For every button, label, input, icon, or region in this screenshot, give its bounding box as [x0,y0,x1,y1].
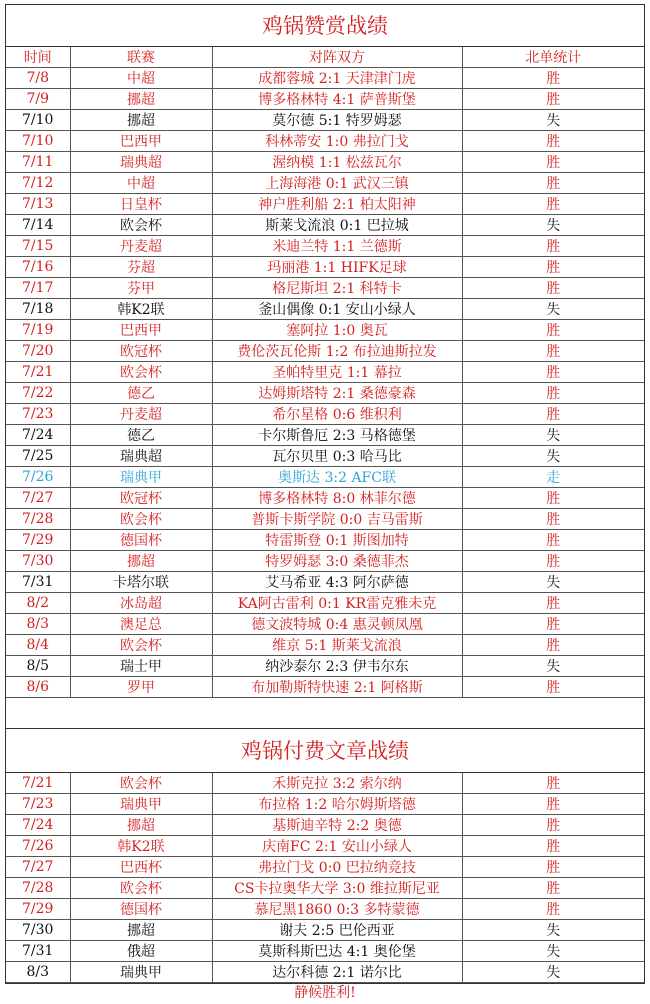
cell-date: 7/10 [6,110,70,131]
table-row [6,488,644,509]
cell-result: 胜 [462,677,644,698]
cell-result: 胜 [462,173,644,194]
table-row [6,572,644,593]
section2-title: 鸡锅付费文章战绩 [6,729,644,773]
cell-league: 巴西甲 [70,320,212,341]
cell-date: 7/22 [6,383,70,404]
cell-match: 莫尔德 5:1 特罗姆瑟 [212,110,462,131]
cell-date: 7/29 [6,899,70,920]
table-row [6,593,644,614]
table-row [6,299,644,320]
table-row [6,173,644,194]
cell-league: 中超 [70,68,212,89]
cell-result: 失 [462,941,644,962]
cell-date: 7/24 [6,425,70,446]
table-row [6,278,644,299]
cell-match: 成都蓉城 2:1 天津津门虎 [212,68,462,89]
cell-result: 胜 [462,194,644,215]
table-row [6,962,644,983]
cell-match: 渥纳模 1:1 松兹瓦尔 [212,152,462,173]
cell-result: 胜 [462,383,644,404]
cell-result: 胜 [462,815,644,836]
table-row [6,656,644,677]
cell-date: 7/27 [6,488,70,509]
cell-date: 7/27 [6,857,70,878]
cell-result: 胜 [462,320,644,341]
cell-result: 胜 [462,593,644,614]
footer-note: 静候胜利! [294,985,356,1002]
header-date: 时间 [6,47,70,68]
table-row [6,509,644,530]
cell-league: 卡塔尔联 [70,572,212,593]
cell-match: 希尔星格 0:6 维积利 [212,404,462,425]
cell-date: 7/28 [6,878,70,899]
table-row [6,89,644,110]
cell-date: 7/8 [6,68,70,89]
cell-date: 7/26 [6,836,70,857]
table-row [6,404,644,425]
cell-league: 欧会杯 [70,215,212,236]
cell-match: 达尔科德 2:1 诺尔比 [212,962,462,983]
cell-league: 欧会杯 [70,509,212,530]
cell-date: 7/9 [6,89,70,110]
cell-match: 弗拉门戈 0:0 巴拉纳竞技 [212,857,462,878]
cell-match: 圣帕特里克 1:1 幕拉 [212,362,462,383]
cell-league: 瑞士甲 [70,656,212,677]
table-row [6,836,644,857]
cell-match: 布加勒斯特快速 2:1 阿格斯 [212,677,462,698]
table-row [6,899,644,920]
table-row [6,194,644,215]
cell-date: 7/30 [6,551,70,572]
table-row [6,635,644,656]
cell-result: 胜 [462,857,644,878]
header-league: 联赛 [70,47,212,68]
cell-date: 7/17 [6,278,70,299]
table-row [6,341,644,362]
cell-league: 德乙 [70,425,212,446]
cell-result: 胜 [462,362,644,383]
cell-league: 挪超 [70,89,212,110]
cell-league: 丹麦超 [70,404,212,425]
cell-result: 胜 [462,899,644,920]
cell-result: 胜 [462,89,644,110]
table-row [6,257,644,278]
cell-match: 谢夫 2:5 巴伦西亚 [212,920,462,941]
cell-result: 胜 [462,257,644,278]
cell-league: 罗甲 [70,677,212,698]
cell-league: 俄超 [70,941,212,962]
cell-league: 巴西甲 [70,131,212,152]
cell-league: 挪超 [70,920,212,941]
cell-date: 8/5 [6,656,70,677]
table-row [6,920,644,941]
cell-league: 中超 [70,173,212,194]
table-row [6,815,644,836]
table-row [6,551,644,572]
cell-league: 韩K2联 [70,836,212,857]
cell-date: 7/20 [6,341,70,362]
cell-match: 玛丽港 1:1 HIFK足球 [212,257,462,278]
cell-match: 特罗姆瑟 3:0 桑德菲杰 [212,551,462,572]
cell-date: 8/2 [6,593,70,614]
cell-league: 德乙 [70,383,212,404]
cell-match: 达姆斯塔特 2:1 桑德豪森 [212,383,462,404]
cell-result: 胜 [462,794,644,815]
cell-league: 瑞典甲 [70,962,212,983]
cell-league: 瑞典甲 [70,794,212,815]
table-row [6,677,644,698]
cell-date: 7/14 [6,215,70,236]
cell-result: 失 [462,215,644,236]
cell-date: 8/6 [6,677,70,698]
cell-result: 失 [462,299,644,320]
cell-league: 丹麦超 [70,236,212,257]
cell-match: 瓦尔贝里 0:3 哈马比 [212,446,462,467]
cell-match: 布拉格 1:2 哈尔姆斯塔德 [212,794,462,815]
table-row [6,383,644,404]
cell-match: 塞阿拉 1:0 奥瓦 [212,320,462,341]
cell-match: 基斯迪辛特 2:2 奥德 [212,815,462,836]
cell-date: 7/13 [6,194,70,215]
cell-date: 7/21 [6,773,70,794]
cell-league: 芬超 [70,257,212,278]
cell-league: 瑞典超 [70,446,212,467]
cell-result: 胜 [462,551,644,572]
table-row [6,878,644,899]
cell-match: 莫斯科斯巴达 4:1 奥伦堡 [212,941,462,962]
section1-table [6,47,644,698]
cell-league: 日皇杯 [70,194,212,215]
cell-date: 7/19 [6,320,70,341]
cell-date: 7/15 [6,236,70,257]
cell-league: 瑞典甲 [70,467,212,488]
cell-league: 巴西杯 [70,857,212,878]
cell-date: 8/3 [6,962,70,983]
cell-match: 卡尔斯鲁厄 2:3 马格德堡 [212,425,462,446]
cell-date: 7/26 [6,467,70,488]
cell-result: 胜 [462,614,644,635]
cell-league: 欧会杯 [70,773,212,794]
cell-result: 胜 [462,488,644,509]
cell-date: 8/4 [6,635,70,656]
table-row [6,425,644,446]
table-row [6,236,644,257]
cell-league: 德国杯 [70,899,212,920]
cell-match: CS卡拉奥华大学 3:0 维拉斯尼亚 [212,878,462,899]
cell-match: 费伦茨瓦伦斯 1:2 布拉迪斯拉发 [212,341,462,362]
cell-result: 胜 [462,341,644,362]
cell-league: 欧冠杯 [70,341,212,362]
section-gap [6,698,644,729]
cell-result: 失 [462,425,644,446]
table-row [6,362,644,383]
cell-result: 胜 [462,836,644,857]
cell-league: 欧会杯 [70,362,212,383]
table-row [6,215,644,236]
cell-date: 7/30 [6,920,70,941]
cell-date: 7/23 [6,404,70,425]
cell-date: 7/23 [6,794,70,815]
cell-league: 德国杯 [70,530,212,551]
cell-date: 7/12 [6,173,70,194]
cell-match: 庆南FC 2:1 安山小绿人 [212,836,462,857]
cell-match: KA阿古雷利 0:1 KR雷克雅未克 [212,593,462,614]
cell-date: 7/31 [6,941,70,962]
cell-match: 艾马希亚 4:3 阿尔萨德 [212,572,462,593]
table-row [6,320,644,341]
record-sheet [5,4,645,1002]
cell-date: 7/31 [6,572,70,593]
cell-date: 7/25 [6,446,70,467]
cell-match: 博多格林特 8:0 林菲尔德 [212,488,462,509]
cell-date: 7/21 [6,362,70,383]
cell-result: 失 [462,962,644,983]
cell-match: 斯莱戈流浪 0:1 巴拉城 [212,215,462,236]
cell-result: 失 [462,656,644,677]
table-row [6,152,644,173]
header-stat: 北单统计 [462,47,644,68]
cell-league: 欧会杯 [70,878,212,899]
section2-table [6,773,644,983]
cell-league: 芬甲 [70,278,212,299]
cell-match: 科林蒂安 1:0 弗拉门戈 [212,131,462,152]
cell-match: 维京 5:1 斯莱戈流浪 [212,635,462,656]
cell-date: 8/3 [6,614,70,635]
cell-match: 德文波特城 0:4 惠灵顿凤凰 [212,614,462,635]
table-row [6,857,644,878]
table-row [6,110,644,131]
cell-date: 7/11 [6,152,70,173]
cell-result: 胜 [462,278,644,299]
table-row [6,530,644,551]
cell-result: 胜 [462,530,644,551]
cell-match: 慕尼黑1860 0:3 多特蒙德 [212,899,462,920]
cell-date: 7/16 [6,257,70,278]
cell-date: 7/18 [6,299,70,320]
cell-match: 禾斯克拉 3:2 索尔纳 [212,773,462,794]
cell-match: 上海海港 0:1 武汉三镇 [212,173,462,194]
cell-result: 胜 [462,404,644,425]
table-row [6,68,644,89]
cell-league: 澳足总 [70,614,212,635]
cell-league: 冰岛超 [70,593,212,614]
table-row [6,941,644,962]
cell-league: 挪超 [70,551,212,572]
header-row [6,47,644,68]
cell-match: 纳沙泰尔 2:3 伊韦尔东 [212,656,462,677]
cell-league: 欧冠杯 [70,488,212,509]
cell-match: 釜山偶像 0:1 安山小绿人 [212,299,462,320]
header-match: 对阵双方 [212,47,462,68]
cell-date: 7/24 [6,815,70,836]
cell-result: 失 [462,572,644,593]
cell-result: 失 [462,110,644,131]
cell-result: 胜 [462,236,644,257]
cell-match: 普斯卡斯学院 0:0 吉马雷斯 [212,509,462,530]
cell-date: 7/28 [6,509,70,530]
table-row [6,467,644,488]
cell-match: 博多格林特 4:1 萨普斯堡 [212,89,462,110]
table-row [6,446,644,467]
table-row [6,131,644,152]
cell-league: 挪超 [70,815,212,836]
cell-result: 胜 [462,773,644,794]
cell-match: 格尼斯坦 2:1 科特卡 [212,278,462,299]
table-row [6,773,644,794]
cell-date: 7/29 [6,530,70,551]
cell-match: 奥斯达 3:2 AFC联 [212,467,462,488]
cell-league: 欧会杯 [70,635,212,656]
cell-result: 胜 [462,68,644,89]
cell-result: 胜 [462,152,644,173]
cell-league: 挪超 [70,110,212,131]
cell-league: 韩K2联 [70,299,212,320]
section1-title: 鸡锅赞赏战绩 [6,5,644,47]
cell-result: 胜 [462,509,644,530]
cell-match: 神户胜利船 2:1 柏太阳神 [212,194,462,215]
table-row [6,794,644,815]
table-row [6,614,644,635]
cell-result: 失 [462,446,644,467]
cell-league: 瑞典超 [70,152,212,173]
cell-match: 特雷斯登 0:1 斯图加特 [212,530,462,551]
cell-date: 7/10 [6,131,70,152]
cell-result: 胜 [462,635,644,656]
cell-result: 失 [462,920,644,941]
cell-result: 胜 [462,878,644,899]
cell-match: 米迪兰特 1:1 兰德斯 [212,236,462,257]
cell-result: 胜 [462,131,644,152]
cell-result: 走 [462,467,644,488]
